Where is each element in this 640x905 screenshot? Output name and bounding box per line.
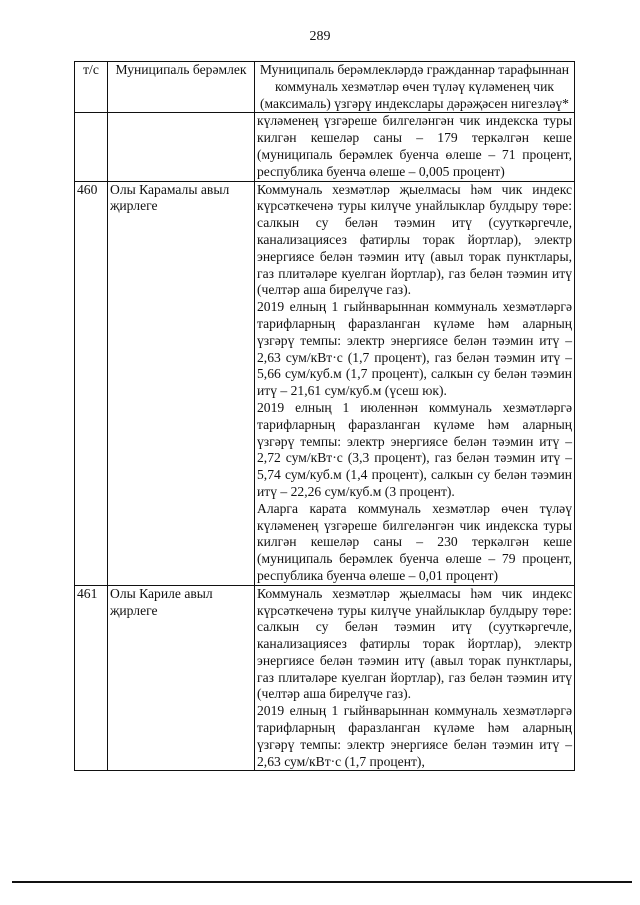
header-num: т/с: [75, 62, 108, 113]
description-paragraph: Коммуналь хезмәтләр җыелмасы һәм чик индекс күрсәткеченә туры килүче унайлыклар булдыру төре: салкын су белән тәэмин итү (сууткәргечле, канализациясез фатирлы торак йортлар), электр энергиясе белән тәэмин итү (авыл торак пунктлары, газ плитәләре куелган йортлар), газ белән тәэмин итү (челтәр аша бирелүче газ).: [257, 585, 572, 702]
cell-municipality: Олы Кариле авыл җирлеге: [108, 585, 255, 771]
table-header-row: [75, 62, 575, 113]
cell-description: [255, 585, 575, 771]
header-description: Муниципаль берәмлекләрдә гражданнар тарафыннан коммуналь хезмәтләр өчен түләү күләменең чик (максималь) үзгәрү индекслары дәрәҗәсен нигезләү*: [255, 62, 575, 113]
table-row: [75, 585, 575, 771]
cell-description: [255, 181, 575, 585]
page-number: 289: [309, 29, 331, 44]
cell-num-empty: [75, 113, 108, 181]
table-row-continuation: [75, 113, 575, 181]
cell-num: 461: [75, 585, 108, 771]
description-paragraph: Коммуналь хезмәтләр җыелмасы һәм чик индекс күрсәткеченә туры килүче унайлыклар булдыру төре: салкын су белән тәэмин итү (сууткәргечле, канализациясез фатирлы торак йортлар), электр энергиясе белән тәэмин итү (авыл торак пунктлары, газ плитәләре куелган йортлар), газ белән тәэмин итү (челтәр аша бирелүче газ).: [257, 181, 572, 298]
description-paragraph: 2019 елның 1 гыйнварыннан коммуналь хезмәтләргә тарифларның фаразланган күләме һәм аларның үзгәрү темпы: электр энергиясе белән тәэмин итү – 2,63 сум/кВт·с (1,7 процент),: [257, 703, 572, 769]
cell-num: 460: [75, 181, 108, 585]
cell-municipality-empty: [108, 113, 255, 181]
page-bottom-rule: [12, 881, 632, 883]
cell-municipality: Олы Карамалы авыл җирлеге: [108, 181, 255, 585]
cell-continuation-text: күләменең үзгәреше билгеләнгән чик индекска туры килгән кешеләр саны – 179 теркәлгән кеше (муниципаль берәмлек буенча өлеше – 71 процент, республика буенча өлеше – 0,005 процент): [255, 113, 575, 181]
table-row: [75, 181, 575, 585]
municipal-table: [74, 61, 575, 771]
header-municipality: Муниципаль берәмлек: [108, 62, 255, 113]
description-paragraph: Аларга карата коммуналь хезмәтләр өчен түләү күләменең үзгәреше билгеләнгән чик индекска туры килгән кешеләр саны – 230 теркәлгән кеше (муниципаль берәмлек буенча өлеше – 79 процент, республика буенча өлеше – 0,01 процент): [257, 500, 572, 583]
description-paragraph: 2019 елның 1 гыйнварыннан коммуналь хезмәтләргә тарифларның фаразланган күләме һәм аларның үзгәрү темпы: электр энергиясе белән тәэмин итү – 2,63 сум/кВт·с (1,7 процент), газ белән тәэмин итү – 5,66 сум/куб.м (1,7 процент), салкын су белән тәэмин итү – 21,61 сум/куб.м (үсеш юк).: [257, 299, 572, 399]
description-paragraph: 2019 елның 1 июленнән коммуналь хезмәтләргә тарифларның фаразланган күләме һәм аларның үзгәрү темпы: электр энергиясе белән тәэмин итү – 2,72 сум/кВт·с (3,3 процент), газ белән тәэмин итү – 5,74 сум/куб.м (1,4 процент), салкын су белән тәэмин итү – 22,26 сум/куб.м (3 процент).: [257, 399, 572, 499]
